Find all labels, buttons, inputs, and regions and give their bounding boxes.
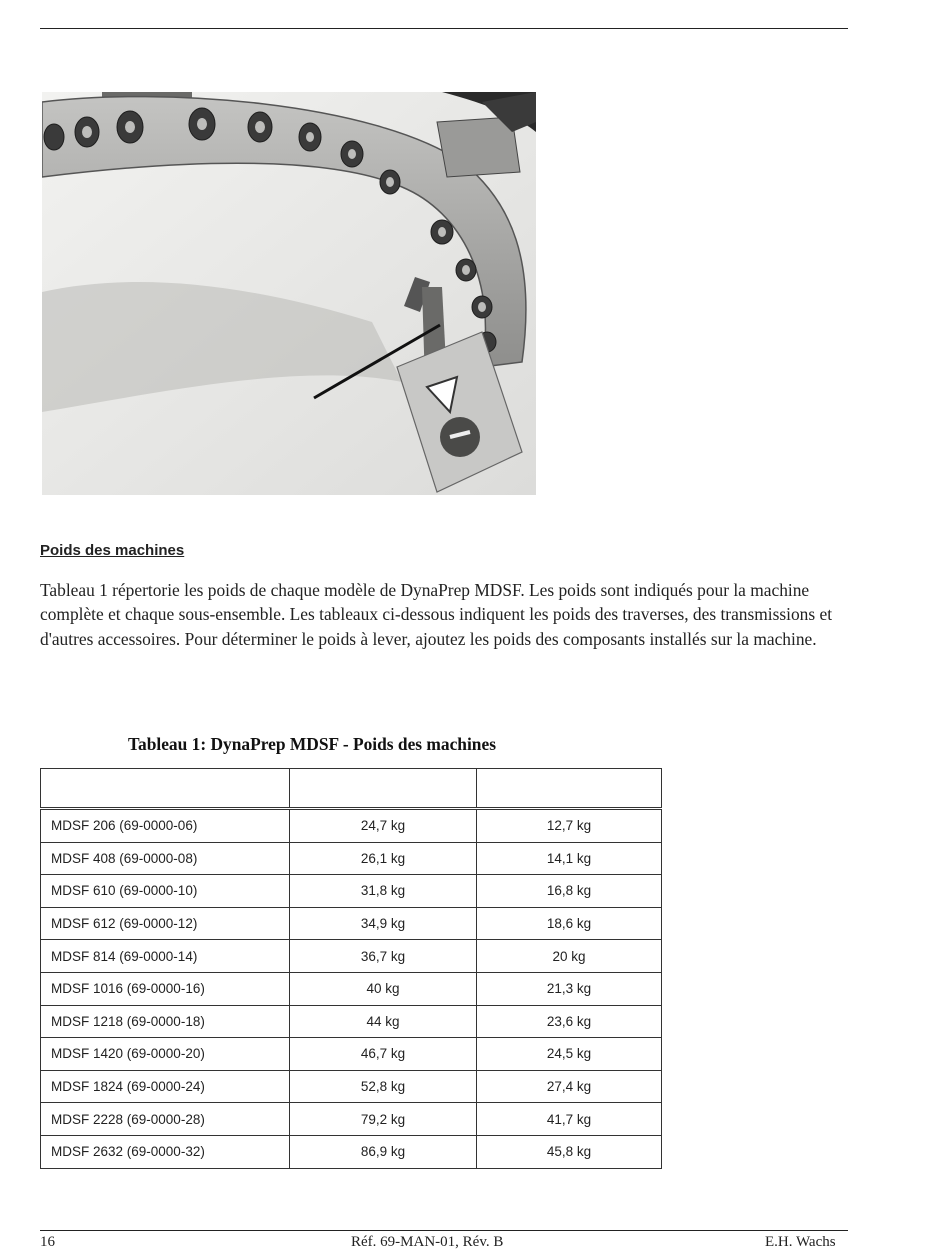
weight-a-cell: 52,8 kg (290, 1070, 477, 1103)
weight-b-cell: 12,7 kg (477, 809, 662, 843)
table-row (41, 1135, 662, 1168)
model-cell: MDSF 2632 (69-0000-32) (41, 1135, 290, 1168)
intro-paragraph: Tableau 1 répertorie les poids de chaque modèle de DynaPrep MDSF. Les poids sont indiqués pour la machine complète et chaque sous-ensemble. Les tableaux ci-dessous indiquent les poids des traverses, des transmissions et d'autres accessoires. Pour déterminer le poids à lever, ajoutez les poids des composants installés sur la machine. (40, 580, 833, 649)
model-cell: MDSF 612 (69-0000-12) (41, 907, 290, 940)
document-reference: Réf. 69-MAN-01, Rév. B (351, 1234, 504, 1250)
model-cell: MDSF 1218 (69-0000-18) (41, 1005, 290, 1038)
weight-b-cell: 24,5 kg (477, 1038, 662, 1071)
table-row (41, 1070, 662, 1103)
table-caption: Tableau 1: DynaPrep MDSF - Poids des machines (128, 734, 496, 754)
model-cell: MDSF 1016 (69-0000-16) (41, 972, 290, 1005)
weight-a-cell: 31,8 kg (290, 875, 477, 908)
weight-b-cell: 45,8 kg (477, 1135, 662, 1168)
table-row (41, 940, 662, 973)
weight-b-cell: 18,6 kg (477, 907, 662, 940)
weight-a-cell: 26,1 kg (290, 842, 477, 875)
table-row (41, 907, 662, 940)
table-header-row (41, 769, 662, 809)
weight-b-cell: 27,4 kg (477, 1070, 662, 1103)
weight-b-cell: 23,6 kg (477, 1005, 662, 1038)
weight-a-cell: 40 kg (290, 972, 477, 1005)
table-row (41, 972, 662, 1005)
weight-b-cell: 14,1 kg (477, 842, 662, 875)
section-heading: Poids des machines (40, 542, 185, 559)
weight-a-cell: 34,9 kg (290, 907, 477, 940)
table-row (41, 875, 662, 908)
model-cell: MDSF 610 (69-0000-10) (41, 875, 290, 908)
model-cell: MDSF 206 (69-0000-06) (41, 809, 290, 843)
header-cell-model (41, 769, 290, 809)
machine-photo-illustration (42, 92, 536, 495)
machine-photo (42, 92, 536, 495)
weight-a-cell: 46,7 kg (290, 1038, 477, 1071)
table-row (41, 809, 662, 843)
top-rule (40, 28, 848, 29)
header-cell-weight-b (477, 769, 662, 809)
bottom-rule (40, 1230, 848, 1231)
weight-b-cell: 41,7 kg (477, 1103, 662, 1136)
table-row (41, 1103, 662, 1136)
weight-a-cell: 44 kg (290, 1005, 477, 1038)
weight-b-cell: 20 kg (477, 940, 662, 973)
machine-weights-table (40, 768, 662, 1169)
company-name: E.H. Wachs (765, 1234, 836, 1250)
model-cell: MDSF 2228 (69-0000-28) (41, 1103, 290, 1136)
model-cell: MDSF 408 (69-0000-08) (41, 842, 290, 875)
header-cell-weight-a (290, 769, 477, 809)
table-row (41, 842, 662, 875)
page-number: 16 (40, 1234, 55, 1250)
weight-b-cell: 16,8 kg (477, 875, 662, 908)
model-cell: MDSF 1420 (69-0000-20) (41, 1038, 290, 1071)
table-row (41, 1005, 662, 1038)
weight-a-cell: 79,2 kg (290, 1103, 477, 1136)
model-cell: MDSF 814 (69-0000-14) (41, 940, 290, 973)
weight-b-cell: 21,3 kg (477, 972, 662, 1005)
table-body (41, 809, 662, 1169)
weight-a-cell: 36,7 kg (290, 940, 477, 973)
weight-a-cell: 86,9 kg (290, 1135, 477, 1168)
weight-a-cell: 24,7 kg (290, 809, 477, 843)
model-cell: MDSF 1824 (69-0000-24) (41, 1070, 290, 1103)
table-row (41, 1038, 662, 1071)
